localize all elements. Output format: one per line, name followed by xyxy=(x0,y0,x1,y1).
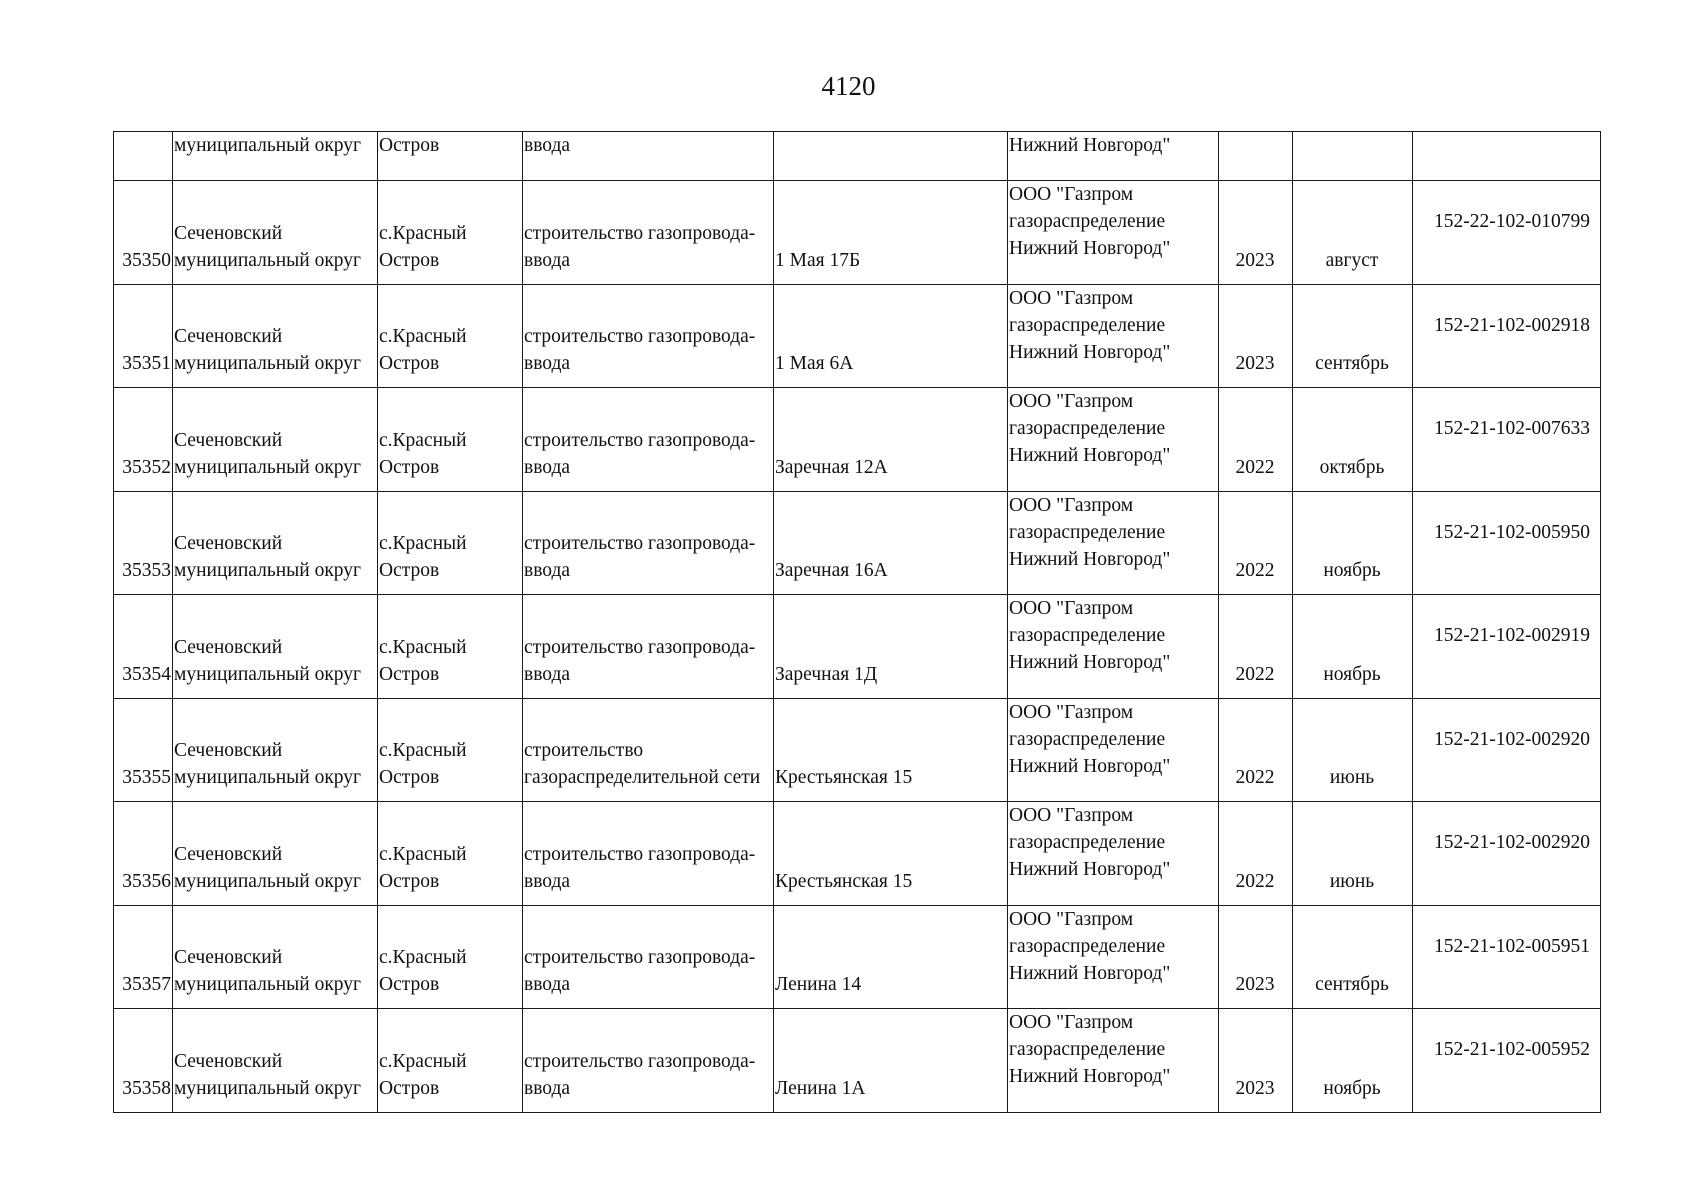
cell-number: 35351 xyxy=(114,284,173,388)
cell-month: сентябрь xyxy=(1293,905,1413,1009)
cell-organization: ООО "Газпром газораспределение Нижний Новгород" xyxy=(1008,802,1219,906)
cell-month: июнь xyxy=(1293,698,1413,802)
cell-locality: Остров xyxy=(378,132,523,181)
cell-district: Сеченовский муниципальный округ xyxy=(173,905,378,1009)
cell-work-type: строительство газопровода- ввода xyxy=(523,388,774,492)
cell-code: 152-21-102-007633 xyxy=(1413,388,1601,492)
cell-district: муниципальный округ xyxy=(173,132,378,181)
cell-work-type: строительство газопровода- ввода xyxy=(523,284,774,388)
table-row xyxy=(114,491,1601,595)
cell-organization: ООО "Газпром газораспределение Нижний Новгород" xyxy=(1008,491,1219,595)
cell-work-type: строительство газопровода- ввода xyxy=(523,181,774,285)
cell-address: Заречная 1Д xyxy=(774,595,1008,699)
cell-work-type: строительство газопровода- ввода xyxy=(523,595,774,699)
cell-year: 2022 xyxy=(1219,595,1293,699)
cell-locality: с.Красный Остров xyxy=(378,802,523,906)
cell-district: Сеченовский муниципальный округ xyxy=(173,802,378,906)
cell-organization: ООО "Газпром газораспределение Нижний Новгород" xyxy=(1008,595,1219,699)
cell-organization: Нижний Новгород" xyxy=(1008,132,1219,181)
cell-code: 152-21-102-002920 xyxy=(1413,802,1601,906)
cell-year: 2022 xyxy=(1219,388,1293,492)
cell-code: 152-21-102-005951 xyxy=(1413,905,1601,1009)
cell-month: июнь xyxy=(1293,802,1413,906)
cell-locality: с.Красный Остров xyxy=(378,388,523,492)
cell-district: Сеченовский муниципальный округ xyxy=(173,1009,378,1113)
cell-work-type: строительство газопровода- ввода xyxy=(523,905,774,1009)
table-row xyxy=(114,802,1601,906)
cell-number: 35353 xyxy=(114,491,173,595)
cell-month: ноябрь xyxy=(1293,595,1413,699)
cell-code: 152-21-102-002919 xyxy=(1413,595,1601,699)
table-row xyxy=(114,284,1601,388)
cell-locality: с.Красный Остров xyxy=(378,698,523,802)
cell-year: 2023 xyxy=(1219,905,1293,1009)
cell-address: Ленина 14 xyxy=(774,905,1008,1009)
cell-month: ноябрь xyxy=(1293,1009,1413,1113)
cell-organization: ООО "Газпром газораспределение Нижний Новгород" xyxy=(1008,905,1219,1009)
table-row-continued xyxy=(114,132,1601,181)
cell-year: 2023 xyxy=(1219,284,1293,388)
cell-locality: с.Красный Остров xyxy=(378,284,523,388)
cell-locality: с.Красный Остров xyxy=(378,181,523,285)
cell-year: 2022 xyxy=(1219,491,1293,595)
gasification-table xyxy=(113,131,1601,1113)
cell-work-type: ввода xyxy=(523,132,774,181)
cell-district: Сеченовский муниципальный округ xyxy=(173,181,378,285)
cell-month: сентябрь xyxy=(1293,284,1413,388)
cell-address: Крестьянская 15 xyxy=(774,698,1008,802)
cell-locality: с.Красный Остров xyxy=(378,905,523,1009)
cell-month: август xyxy=(1293,181,1413,285)
cell-organization: ООО "Газпром газораспределение Нижний Новгород" xyxy=(1008,284,1219,388)
cell-locality: с.Красный Остров xyxy=(378,491,523,595)
cell-year: 2023 xyxy=(1219,181,1293,285)
cell-month: ноябрь xyxy=(1293,491,1413,595)
table-row xyxy=(114,698,1601,802)
cell-year: 2022 xyxy=(1219,698,1293,802)
table-row xyxy=(114,595,1601,699)
cell-organization: ООО "Газпром газораспределение Нижний Новгород" xyxy=(1008,698,1219,802)
cell-district: Сеченовский муниципальный округ xyxy=(173,388,378,492)
cell-organization: ООО "Газпром газораспределение Нижний Новгород" xyxy=(1008,1009,1219,1113)
cell-organization: ООО "Газпром газораспределение Нижний Новгород" xyxy=(1008,388,1219,492)
cell-work-type: строительство газопровода- ввода xyxy=(523,1009,774,1113)
cell-code: 152-21-102-002918 xyxy=(1413,284,1601,388)
cell-number: 35354 xyxy=(114,595,173,699)
cell-address: 1 Мая 6А xyxy=(774,284,1008,388)
cell-district: Сеченовский муниципальный округ xyxy=(173,491,378,595)
cell-locality: с.Красный Остров xyxy=(378,595,523,699)
table-row xyxy=(114,905,1601,1009)
cell-code: 152-21-102-005952 xyxy=(1413,1009,1601,1113)
cell-year: 2022 xyxy=(1219,802,1293,906)
cell-number xyxy=(114,132,173,181)
table-body xyxy=(114,132,1601,1113)
cell-work-type: строительство газопровода- ввода xyxy=(523,802,774,906)
cell-address: Заречная 12А xyxy=(774,388,1008,492)
cell-district: Сеченовский муниципальный округ xyxy=(173,284,378,388)
cell-month: октябрь xyxy=(1293,388,1413,492)
page-number: 4120 xyxy=(821,71,876,101)
table-row xyxy=(114,181,1601,285)
cell-district: Сеченовский муниципальный округ xyxy=(173,595,378,699)
table-row xyxy=(114,1009,1601,1113)
cell-code: 152-21-102-005950 xyxy=(1413,491,1601,595)
cell-month xyxy=(1293,132,1413,181)
cell-address: Заречная 16А xyxy=(774,491,1008,595)
cell-year xyxy=(1219,132,1293,181)
cell-number: 35352 xyxy=(114,388,173,492)
cell-organization: ООО "Газпром газораспределение Нижний Новгород" xyxy=(1008,181,1219,285)
cell-address: Ленина 1А xyxy=(774,1009,1008,1113)
cell-code: 152-22-102-010799 xyxy=(1413,181,1601,285)
cell-number: 35358 xyxy=(114,1009,173,1113)
cell-district: Сеченовский муниципальный округ xyxy=(173,698,378,802)
cell-year: 2023 xyxy=(1219,1009,1293,1113)
cell-code: 152-21-102-002920 xyxy=(1413,698,1601,802)
cell-number: 35355 xyxy=(114,698,173,802)
cell-work-type: строительство газопровода- ввода xyxy=(523,491,774,595)
cell-address: 1 Мая 17Б xyxy=(774,181,1008,285)
cell-work-type: строительство газораспределительной сети xyxy=(523,698,774,802)
cell-address: Крестьянская 15 xyxy=(774,802,1008,906)
cell-number: 35350 xyxy=(114,181,173,285)
cell-number: 35356 xyxy=(114,802,173,906)
cell-number: 35357 xyxy=(114,905,173,1009)
cell-address xyxy=(774,132,1008,181)
table-row xyxy=(114,388,1601,492)
cell-code xyxy=(1413,132,1601,181)
cell-locality: с.Красный Остров xyxy=(378,1009,523,1113)
